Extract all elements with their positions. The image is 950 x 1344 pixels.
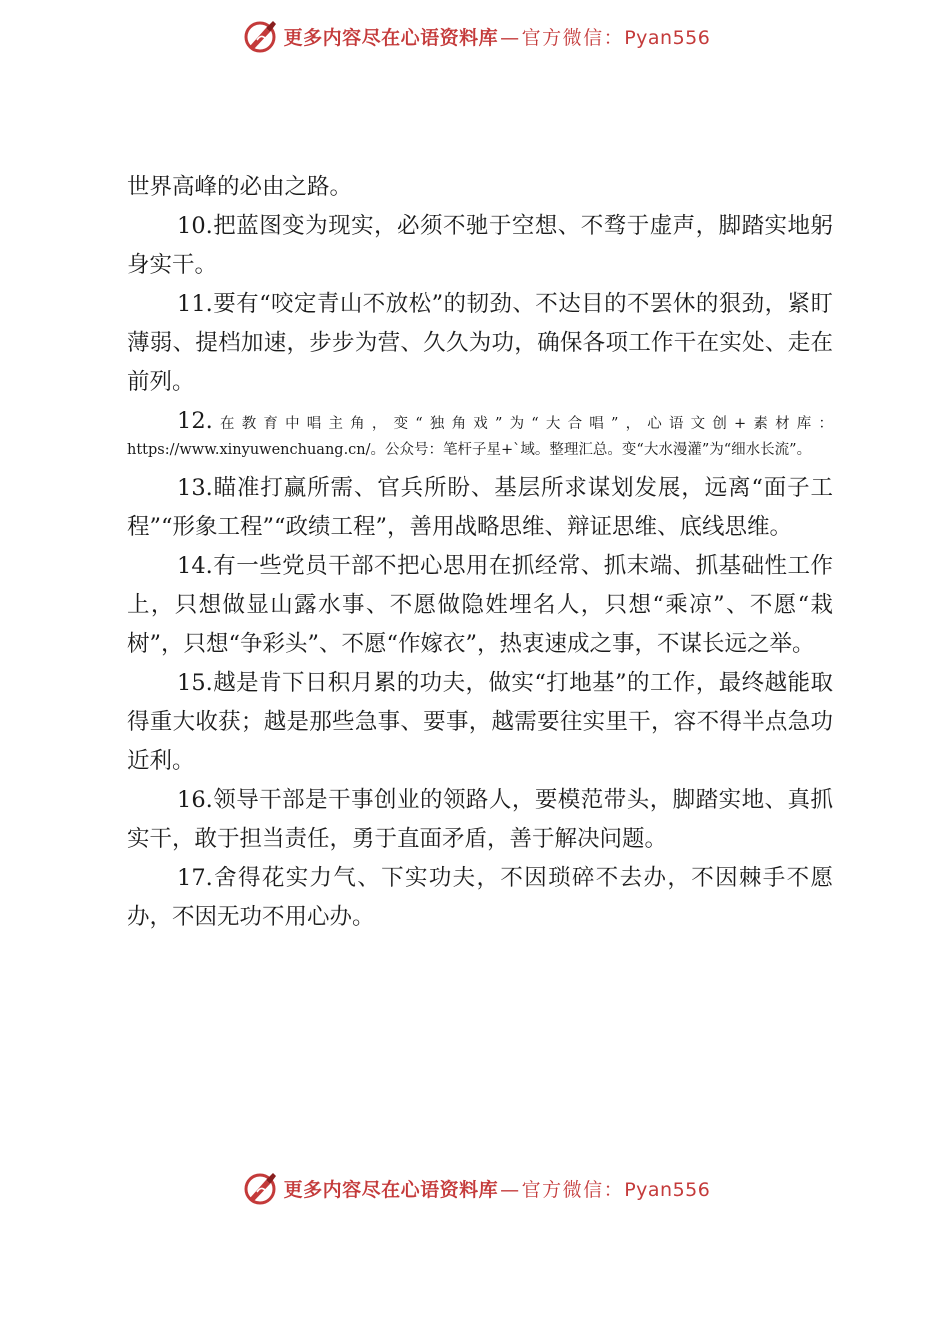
header-banner bbox=[0, 14, 950, 58]
brand-logo-icon bbox=[240, 1168, 280, 1208]
header-dash: — bbox=[500, 26, 520, 49]
document-body bbox=[127, 168, 833, 937]
header-text bbox=[284, 23, 711, 50]
paragraph-15: 15.越是肯下日积月累的功夫，做实“打地基”的工作，最终越能取得重大收获；越是那些急事、要事，越需要往实里干，容不得半点急功近利。 bbox=[127, 670, 833, 774]
paragraph-12-text: 在教育中唱主角，变“独角戏”为“大合唱”，心语文创+素材库：https://www.xinyuwenchuang.cn/。公众号：笔杆子星+`域。整理汇总。变“大水漫灌”为“细水长流”。 bbox=[127, 416, 833, 458]
paragraph-10: 10.把蓝图变为现实，必须不驰于空想、不骛于虚声，脚踏实地躬身实干。 bbox=[127, 213, 833, 278]
paragraph-0: 世界高峰的必由之路。 bbox=[127, 174, 353, 200]
paragraph-12-number: 12. bbox=[177, 408, 213, 434]
paragraph-13: 13.瞄准打赢所需、官兵所盼、基层所求谋划发展，远离“面子工程”“形象工程”“政绩工程”，善用战略思维、辩证思维、底线思维。 bbox=[127, 475, 833, 540]
brand-logo-icon bbox=[240, 16, 280, 56]
header-wechat-label: 官方微信： bbox=[521, 26, 625, 49]
footer-wechat-label: 官方微信： bbox=[521, 1178, 625, 1201]
paragraph-12 bbox=[127, 408, 833, 463]
footer-banner bbox=[0, 1166, 950, 1210]
footer-text bbox=[284, 1175, 711, 1202]
paragraph-14: 14.有一些党员干部不把心思用在抓经常、抓末端、抓基础性工作上，只想做显山露水事、不愿做隐姓埋名人，只想“乘凉”、不愿“栽树”，只想“争彩头”、不愿“作嫁衣”，热衷速成之事，不谋长远之举。 bbox=[127, 553, 833, 657]
footer-dash: — bbox=[500, 1178, 520, 1201]
paragraph-17: 17.舍得花实力气、下实功夫，不因琐碎不去办，不因棘手不愿办，不因无功不用心办。 bbox=[127, 865, 833, 930]
footer-wechat-id: Pyan556 bbox=[624, 1178, 711, 1201]
header-site: 更多内容尽在心语资料库 bbox=[283, 26, 499, 49]
paragraph-16: 16.领导干部是干事创业的领路人，要模范带头，脚踏实地、真抓实干，敢于担当责任，勇于直面矛盾，善于解决问题。 bbox=[127, 787, 833, 852]
header-wechat-id: Pyan556 bbox=[624, 26, 711, 49]
paragraph-11: 11.要有“咬定青山不放松”的韧劲、不达目的不罢休的狠劲，紧盯薄弱、提档加速，步步为营、久久为功，确保各项工作干在实处、走在前列。 bbox=[127, 291, 833, 395]
footer-site: 更多内容尽在心语资料库 bbox=[283, 1178, 499, 1201]
